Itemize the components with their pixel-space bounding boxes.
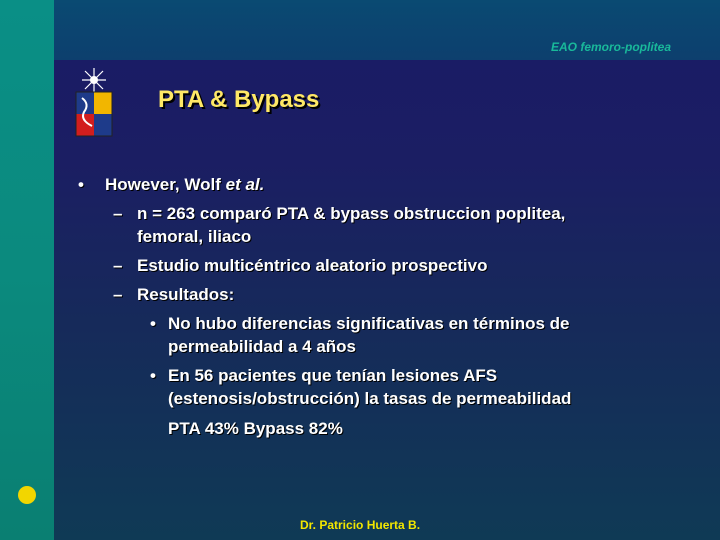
point-item-1: • No hubo diferencias significativas en términos de permeabilidad a 4 años — [168, 312, 668, 358]
sub-text-line: n = 263 comparó PTA & bypass obstruccion poplitea, — [137, 204, 566, 223]
sub-item-1: – n = 263 comparó PTA & bypass obstruccion poplitea, femoral, iliaco — [137, 202, 677, 248]
bullet-text: However, Wolf — [105, 175, 226, 194]
header-tag: EAO femoro-poplitea — [550, 40, 671, 54]
point-text-line: No hubo diferencias significativas en términos de — [168, 314, 570, 333]
sub-text-line: femoral, iliaco — [137, 227, 252, 246]
point-text-line: En 56 pacientes que tenían lesiones AFS — [168, 366, 498, 385]
point-text-line: (estenosis/obstrucción) la tasas de permeabilidad — [168, 389, 572, 408]
left-accent-bar — [0, 0, 54, 540]
point-text-line: PTA 43% Bypass 82% — [168, 419, 343, 438]
sub-item-3: – Resultados: — [137, 283, 677, 306]
yellow-dot-icon — [18, 486, 36, 504]
point-text-line: permeabilidad a 4 años — [168, 337, 357, 356]
point-item-2: • En 56 pacientes que tenían lesiones AFS (estenosis/obstrucción) la tasas de permeabilidad PTA 43% Bypass 82% — [168, 364, 668, 440]
slide-title: PTA & Bypass — [158, 86, 320, 113]
bullet-emphasis: et al. — [225, 175, 265, 194]
footer-author: Dr. Patricio Huerta B. — [300, 518, 421, 532]
sub-text-line: Resultados: — [137, 285, 235, 304]
university-logo-icon — [74, 66, 114, 140]
bullet-item-1: • However, Wolf et al. — [78, 175, 265, 194]
sub-item-2: – Estudio multicéntrico aleatorio prospectivo — [137, 254, 677, 277]
sub-text-line: Estudio multicéntrico aleatorio prospectivo — [137, 256, 488, 275]
